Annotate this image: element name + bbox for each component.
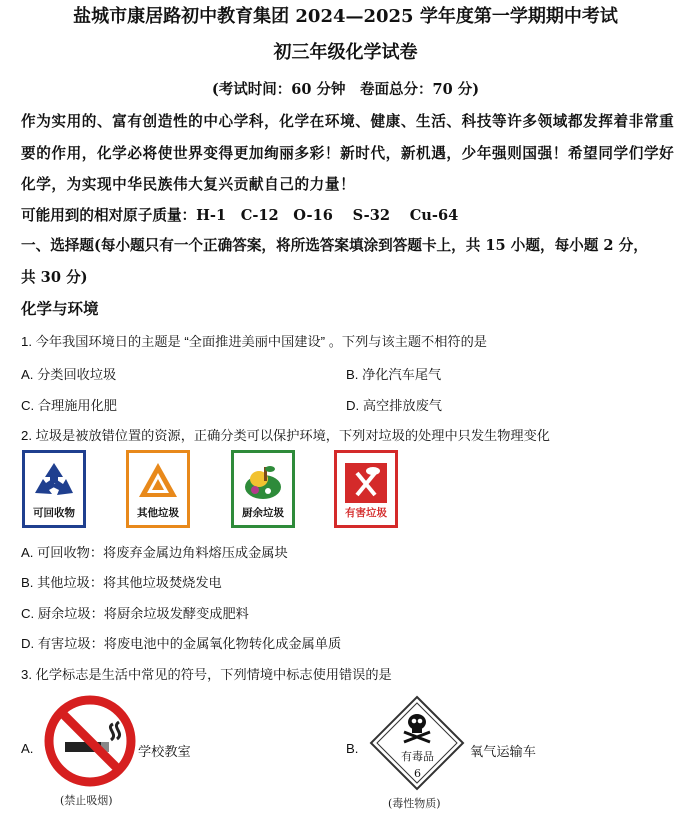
q1-option-d: D. 高空排放废气 [346, 398, 442, 413]
q3-option-a-label: A. [21, 741, 34, 756]
intro-paragraph: 作为实用的、富有创造性的中心学科，化学在环境、健康、生活、科技等许多领域都发挥着非常重要的作用，化学必将使世界变得更加绚丽多彩！新时代，新机遇，少年强则国强！希望同学们学好化学，为实现中华民族伟大复兴贡献自己的力量！ [21, 113, 675, 193]
q1-option-b: B. 净化汽车尾气 [346, 367, 442, 382]
exam-subtitle: 初三年级化学试卷 [273, 42, 418, 63]
hazardous-waste-sign [334, 450, 398, 528]
atomic-masses: 可能用到的相对原子质量：H-1 C-12 O-16 S-32 Cu-64 [21, 207, 459, 224]
q2-option-a: A. 可回收物：将废弃金属边角料熔压成金属块 [21, 545, 288, 560]
q1-option-a: A. 分类回收垃圾 [21, 367, 117, 382]
kitchen-waste-label: 厨余垃圾 [242, 507, 284, 519]
q2-option-b: B. 其他垃圾：将其他垃圾焚烧发电 [21, 575, 222, 590]
kitchen-waste-sign [231, 450, 295, 528]
no-smoking-icon [43, 694, 137, 788]
exam-title: 盐城市康居路初中教育集团 2024—2025 学年度第一学期期中考试 [73, 6, 618, 27]
q1-stem: 1. 今年我国环境日的主题是 “全面推进美丽中国建设” 。下列与该主题不相符的是 [21, 334, 487, 349]
q3-caption-a: (禁止吸烟) [60, 794, 113, 807]
q2-option-c: C. 厨余垃圾：将厨余垃圾发酵变成肥料 [21, 606, 249, 621]
q2-stem: 2. 垃圾是被放错位置的资源，正确分类可以保护环境，下列对垃圾的处理中只发生物理变化 [21, 428, 550, 443]
q3-option-a-text: 学校教室 [138, 744, 191, 759]
other-waste-sign [126, 450, 190, 528]
recyclable-sign [22, 450, 86, 528]
q3-option-b-label: B. [346, 741, 359, 756]
topic-heading: 化学与环境 [21, 299, 99, 318]
q2-option-d: D. 有害垃圾：将废电池中的金属氧化物转化成金属单质 [21, 636, 342, 651]
exam-info: (考试时间：60 分钟 卷面总分：70 分) [211, 81, 480, 98]
q1-option-c: C. 合理施用化肥 [21, 398, 117, 413]
recyclable-label: 可回收物 [33, 507, 75, 519]
kitchen-waste-icon [234, 457, 292, 509]
recycle-icon [25, 457, 83, 509]
q3-option-b-text: 氧气运输车 [470, 744, 536, 759]
q3-stem: 3. 化学标志是生活中常见的符号，下列情境中标志使用错误的是 [21, 667, 392, 682]
section-heading: 一、选择题(每小题只有一个正确答案，将所选答案填涂到答题卡上，共 15 小题，每小题 2 分， [21, 237, 648, 254]
toxic-sign-number: 6 [414, 767, 421, 780]
other-waste-icon [129, 457, 187, 509]
toxic-sign-text: 有毒品 [401, 750, 434, 763]
other-waste-label: 其他垃圾 [137, 507, 179, 519]
hazardous-waste-icon [337, 457, 395, 509]
q3-caption-b: (毒性物质) [388, 797, 441, 810]
hazardous-waste-label: 有害垃圾 [345, 507, 387, 519]
section-heading-cont: 共 30 分) [21, 269, 88, 286]
